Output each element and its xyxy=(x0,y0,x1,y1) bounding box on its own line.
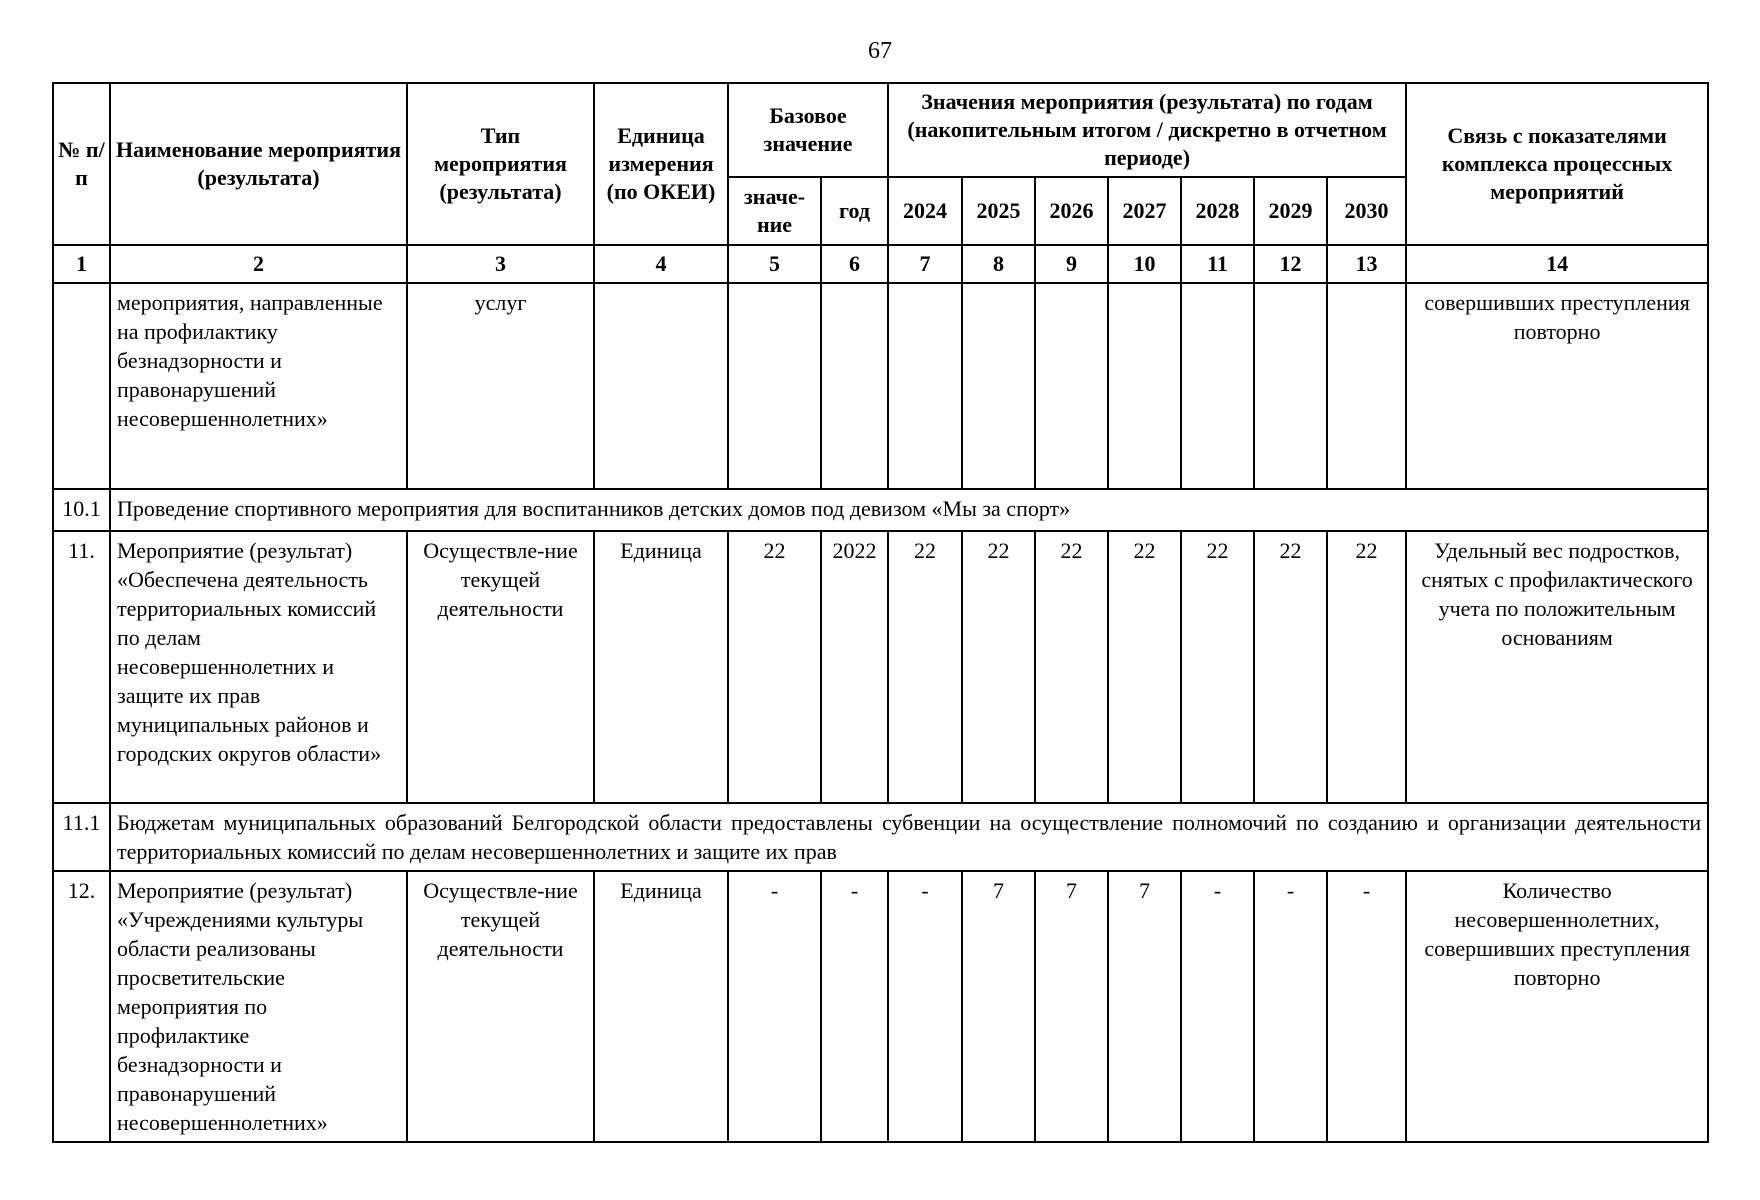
header-year-2028: 2028 xyxy=(1181,177,1254,245)
cell-year-2029: 22 xyxy=(1254,531,1327,803)
cell-link: совершивших преступления повторно xyxy=(1406,283,1708,489)
cell-base-year xyxy=(821,283,888,489)
cell-year xyxy=(1181,283,1254,489)
cell-base-year: - xyxy=(821,871,888,1142)
header-num: № п/п xyxy=(53,83,110,245)
cell-year xyxy=(1327,283,1406,489)
cell-year-2027: 22 xyxy=(1108,531,1181,803)
column-number: 10 xyxy=(1108,245,1181,283)
cell-base-value xyxy=(728,283,821,489)
cell-link: Удельный вес подростков, снятых с профилактического учета по положительным основаниям xyxy=(1406,531,1708,803)
table-row-10-1 xyxy=(53,489,1708,531)
cell-year-2030: - xyxy=(1327,871,1406,1142)
cell-unit: Единица xyxy=(594,531,728,803)
cell-year xyxy=(888,283,962,489)
column-number: 8 xyxy=(962,245,1035,283)
column-number: 6 xyxy=(821,245,888,283)
cell-num: 12. xyxy=(53,871,110,1142)
cell-year-2026: 22 xyxy=(1035,531,1108,803)
cell-year-2026: 7 xyxy=(1035,871,1108,1142)
table-row-12 xyxy=(53,871,1708,1142)
cell-year-2028: - xyxy=(1181,871,1254,1142)
header-name: Наименование мероприятия (результата) xyxy=(110,83,407,245)
header-year-2030: 2030 xyxy=(1327,177,1406,245)
cell-year-2028: 22 xyxy=(1181,531,1254,803)
header-year-2025: 2025 xyxy=(962,177,1035,245)
cell-num: 10.1 xyxy=(53,489,110,531)
column-number: 3 xyxy=(407,245,594,283)
header-link: Связь с показателями комплекса процессных мероприятий xyxy=(1406,83,1708,245)
cell-unit: Единица xyxy=(594,871,728,1142)
column-number: 9 xyxy=(1035,245,1108,283)
header-year-2027: 2027 xyxy=(1108,177,1181,245)
cell-base-year: 2022 xyxy=(821,531,888,803)
cell-year xyxy=(1254,283,1327,489)
measures-table xyxy=(52,82,1709,1143)
header-unit: Единица измерения (по ОКЕИ) xyxy=(594,83,728,245)
cell-num: 11.1 xyxy=(53,803,110,871)
cell-year-2025: 7 xyxy=(962,871,1035,1142)
cell-year-2024: 22 xyxy=(888,531,962,803)
cell-year-2029: - xyxy=(1254,871,1327,1142)
cell-unit xyxy=(594,283,728,489)
header-base-year: год xyxy=(821,177,888,245)
header-base: Базовое значение xyxy=(728,83,888,177)
header-year-2024: 2024 xyxy=(888,177,962,245)
cell-subitem-text: Проведение спортивного мероприятия для воспитанников детских домов под девизом «Мы за спорт» xyxy=(110,489,1708,531)
cell-base-value: 22 xyxy=(728,531,821,803)
cell-year-2024: - xyxy=(888,871,962,1142)
header-year-2026: 2026 xyxy=(1035,177,1108,245)
cell-type: Осуществле-ние текущей деятельности xyxy=(407,871,594,1142)
cell-subitem-text: Бюджетам муниципальных образований Белгородской области предоставлены субвенции на осуществление полномочий по созданию и организации деятельности территориальных комиссий по делам несовершеннолетних и защите их прав xyxy=(110,803,1708,871)
column-number: 13 xyxy=(1327,245,1406,283)
cell-name: мероприятия, направленные на профилактику безнадзорности и правонарушений несовершеннолетних» xyxy=(110,283,407,489)
cell-num: 11. xyxy=(53,531,110,803)
table-row-continuation xyxy=(53,283,1708,489)
cell-year-2027: 7 xyxy=(1108,871,1181,1142)
header-type: Тип мероприятия (результата) xyxy=(407,83,594,245)
column-number: 4 xyxy=(594,245,728,283)
cell-year-2025: 22 xyxy=(962,531,1035,803)
column-number: 5 xyxy=(728,245,821,283)
table-row-11-1 xyxy=(53,803,1708,871)
cell-num xyxy=(53,283,110,489)
column-number: 11 xyxy=(1181,245,1254,283)
page-number: 67 xyxy=(868,38,892,64)
column-number: 1 xyxy=(53,245,110,283)
cell-base-value: - xyxy=(728,871,821,1142)
cell-name: Мероприятие (результат) «Обеспечена деятельность территориальных комиссий по делам несовершеннолетних и защите их прав муниципальных районов и городских округов области» xyxy=(110,531,407,803)
header-year-2029: 2029 xyxy=(1254,177,1327,245)
cell-type: услуг xyxy=(407,283,594,489)
cell-year-2030: 22 xyxy=(1327,531,1406,803)
cell-type: Осуществле-ние текущей деятельности xyxy=(407,531,594,803)
cell-year xyxy=(962,283,1035,489)
cell-year xyxy=(1035,283,1108,489)
column-number: 14 xyxy=(1406,245,1708,283)
table-row-11 xyxy=(53,531,1708,803)
column-number: 12 xyxy=(1254,245,1327,283)
cell-name: Мероприятие (результат) «Учреждениями культуры области реализованы просветительские мероприятия по профилактике безнадзорности и правонарушений несовершеннолетних» xyxy=(110,871,407,1142)
header-values: Значения мероприятия (результата) по годам (накопительным итогом / дискретно в отчетном периоде) xyxy=(888,83,1406,177)
column-number-row xyxy=(53,245,1708,283)
column-number: 7 xyxy=(888,245,962,283)
header-base-value: значе-ние xyxy=(728,177,821,245)
header-row xyxy=(53,83,1708,177)
cell-link: Количество несовершеннолетних, совершивших преступления повторно xyxy=(1406,871,1708,1142)
cell-year xyxy=(1108,283,1181,489)
column-number: 2 xyxy=(110,245,407,283)
